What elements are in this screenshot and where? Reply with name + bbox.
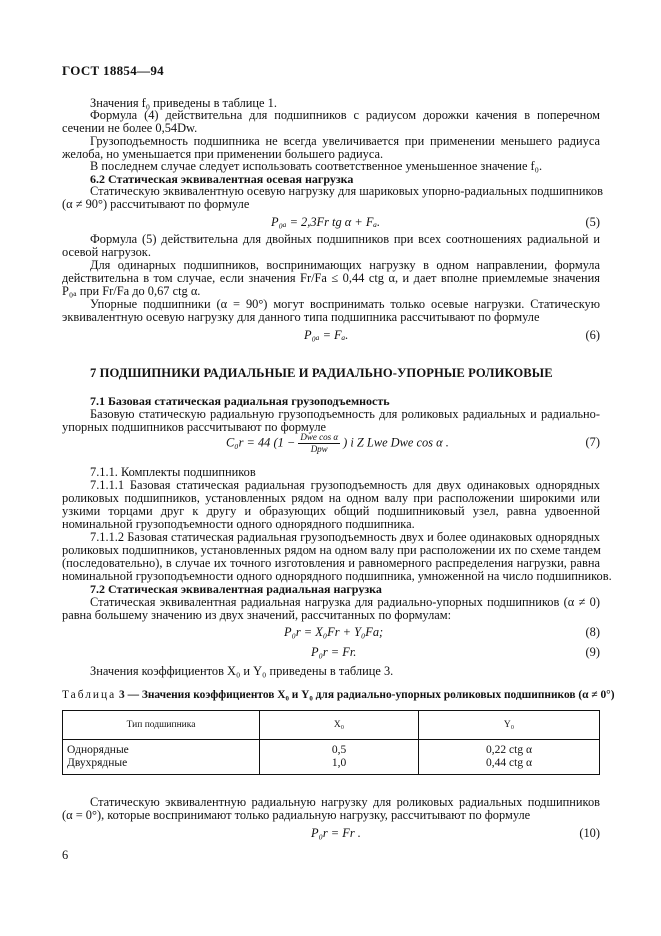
paragraph-line: Значения f₀ приведены в таблице 1. [90, 96, 277, 110]
table-caption-prefix: Таблица [62, 689, 117, 701]
heading-7-1-1-text: 7.1.1. Комплекты подшипников [90, 465, 256, 479]
formula-9: P₀r = Fr. [311, 645, 357, 659]
paragraph-line: Базовую статическую радиальную грузоподъемность для роликовых радиальных и радиально- [90, 407, 600, 421]
table-header-cell: Тип подшипника [63, 711, 260, 740]
paragraph-line: (α ≠ 90°) рассчитывают по формуле [62, 197, 250, 211]
paragraph-line: эквивалентную осевую нагрузку для данного типа подшипника рассчитывают по формуле [62, 310, 540, 324]
formula-6: P₀ₐ = Fₐ. [304, 328, 349, 342]
paragraph-line: номинальной грузоподъемности одного однорядного подшипника, умноженной на число подшипников. [62, 569, 612, 583]
formula-7 [226, 432, 449, 455]
formula-7-right: ) i Z Lwe Dwe cos α . [343, 435, 449, 450]
table-cell-type [63, 740, 260, 775]
table-cell-x0 [260, 740, 419, 775]
table-header-cell: Y₀ [419, 711, 600, 740]
section-heading-7: 7 ПОДШИПНИКИ РАДИАЛЬНЫЕ И РАДИАЛЬНО-УПОРНЫЕ РОЛИКОВЫЕ [90, 366, 553, 380]
paragraph-line: В последнем случае следует использовать соответственное уменьшенное значение f₀. [90, 159, 543, 173]
table-caption-text: 3 — Значения коэффициентов X₀ и Y₀ для радиально-упорных роликовых подшипников (α ≠ 0°) [119, 689, 615, 701]
equation-number-8: (8) [585, 625, 600, 639]
section-heading-7-1: 7.1 Базовая статическая радиальная грузоподъемность [90, 394, 390, 408]
formula-7-denominator: Dpw [310, 444, 328, 454]
x0-double: 1,0 [331, 757, 347, 769]
paragraph-line: (α = 0°), которые воспринимают только радиальную нагрузку, рассчитывают по формуле [62, 808, 531, 822]
paragraph-line: 7.1.1.1 Базовая статическая радиальная грузоподъемность для двух одинаковых однорядных [90, 478, 600, 492]
paragraph-line: желоба, но уменьшается при применении большего радиуса. [62, 147, 384, 161]
paragraph-line: роликовых подшипников, установленных рядом на одном валу при расположении их по схеме тандем [62, 543, 601, 557]
table-header-cell: X₀ [260, 711, 419, 740]
y0-double: 0,44 ctg α [486, 757, 532, 769]
document-header: ГОСТ 18854—94 [62, 63, 164, 78]
paragraph-line: (последовательно), в случае их точного изготовления и равномерного распределения нагрузки, равна [62, 556, 600, 570]
paragraph-line: осевой нагрузок. [62, 245, 151, 259]
equation-number-5: (5) [585, 215, 600, 229]
paragraph-line: Статическую эквивалентную осевую нагрузку для шариковых упорно-радиальных подшипников [90, 184, 603, 198]
paragraph-line: номинальной грузоподъемности одного однорядного подшипника. [62, 517, 415, 531]
paragraph-line: Формула (4) действительна для подшипников с радиусом дорожки качения в поперечном [90, 108, 600, 122]
paragraph-line: роликовых подшипников, установленных рядом на одном валу при расположении широкими или [62, 491, 600, 505]
section-heading-7-2: 7.2 Статическая эквивалентная радиальная нагрузка [90, 582, 382, 596]
formula-8: P₀r = X₀Fr + Y₀Fa; [284, 625, 384, 639]
formula-7-left: C₀r = 44 (1 − [226, 435, 296, 450]
paragraph-line: равна большему значению из двух значений, рассчитанных по формулам: [62, 608, 452, 622]
paragraph-line: 7.1.1.2 Базовая статическая радиальная грузоподъемность двух и более одинаковых однорядных [90, 530, 600, 544]
paragraph-line: Значения коэффициентов X₀ и Y₀ приведены в таблице 3. [90, 664, 394, 678]
formula-7-numerator: Dwe cos α [300, 432, 339, 442]
paragraph-line: Упорные подшипники (α = 90°) могут воспринимать только осевые нагрузки. Статическую [90, 297, 600, 311]
equation-number-6: (6) [585, 328, 600, 342]
page-number: 6 [62, 848, 69, 862]
paragraph-line: Формула (5) действительна для двойных подшипников при всех соотношениях радиальной и [90, 232, 600, 246]
x0-single: 0,5 [331, 744, 347, 756]
table-header-row [63, 711, 600, 740]
table-3 [62, 710, 600, 775]
table-row [63, 740, 600, 775]
equation-number-7: (7) [585, 435, 600, 449]
paragraph-line: Статическую эквивалентную радиальную нагрузку для роликовых радиальных подшипников [90, 795, 600, 809]
formula-5: P₀ₐ = 2,3Fr tg α + Fₐ. [271, 215, 381, 229]
table-cell-y0 [419, 740, 600, 775]
formula-7-fraction [298, 432, 340, 455]
paragraph-line: действительна в том случае, если значения Fr/Fa ≤ 0,44 ctg α, и дает вполне приемлемые значения [62, 271, 600, 285]
table-3-caption [62, 689, 615, 701]
paragraph-line: сечении не более 0,54Dw. [62, 121, 198, 135]
paragraph-line: P₀ₐ при Fr/Fa до 0,67 ctg α. [62, 284, 201, 298]
y0-single: 0,22 ctg α [486, 744, 532, 756]
section-heading-6-2: 6.2 Статическая эквивалентная осевая нагрузка [90, 172, 354, 186]
paragraph-line: Статическая эквивалентная радиальная нагрузка для радиально-упорных подшипников (α ≠ 0) [90, 595, 600, 609]
paragraph-line: Для одинарных подшипников, воспринимающих нагрузку в одном направлении, формула [90, 258, 600, 272]
bearing-type-double: Двухрядные [67, 757, 128, 769]
equation-number-9: (9) [585, 645, 600, 659]
formula-10: P₀r = Fr . [311, 826, 361, 840]
bearing-type-single: Однорядные [67, 744, 129, 756]
equation-number-10: (10) [579, 826, 600, 840]
paragraph-line: Грузоподъемность подшипника не всегда увеличивается при применении меньшего радиуса [90, 134, 600, 148]
paragraph-line: упорных подшипников рассчитывают по формуле [62, 420, 327, 434]
paragraph-line: узкими торцами друг к другу и образующих общий подшипниковый узел, равна удвоенной [62, 504, 600, 518]
